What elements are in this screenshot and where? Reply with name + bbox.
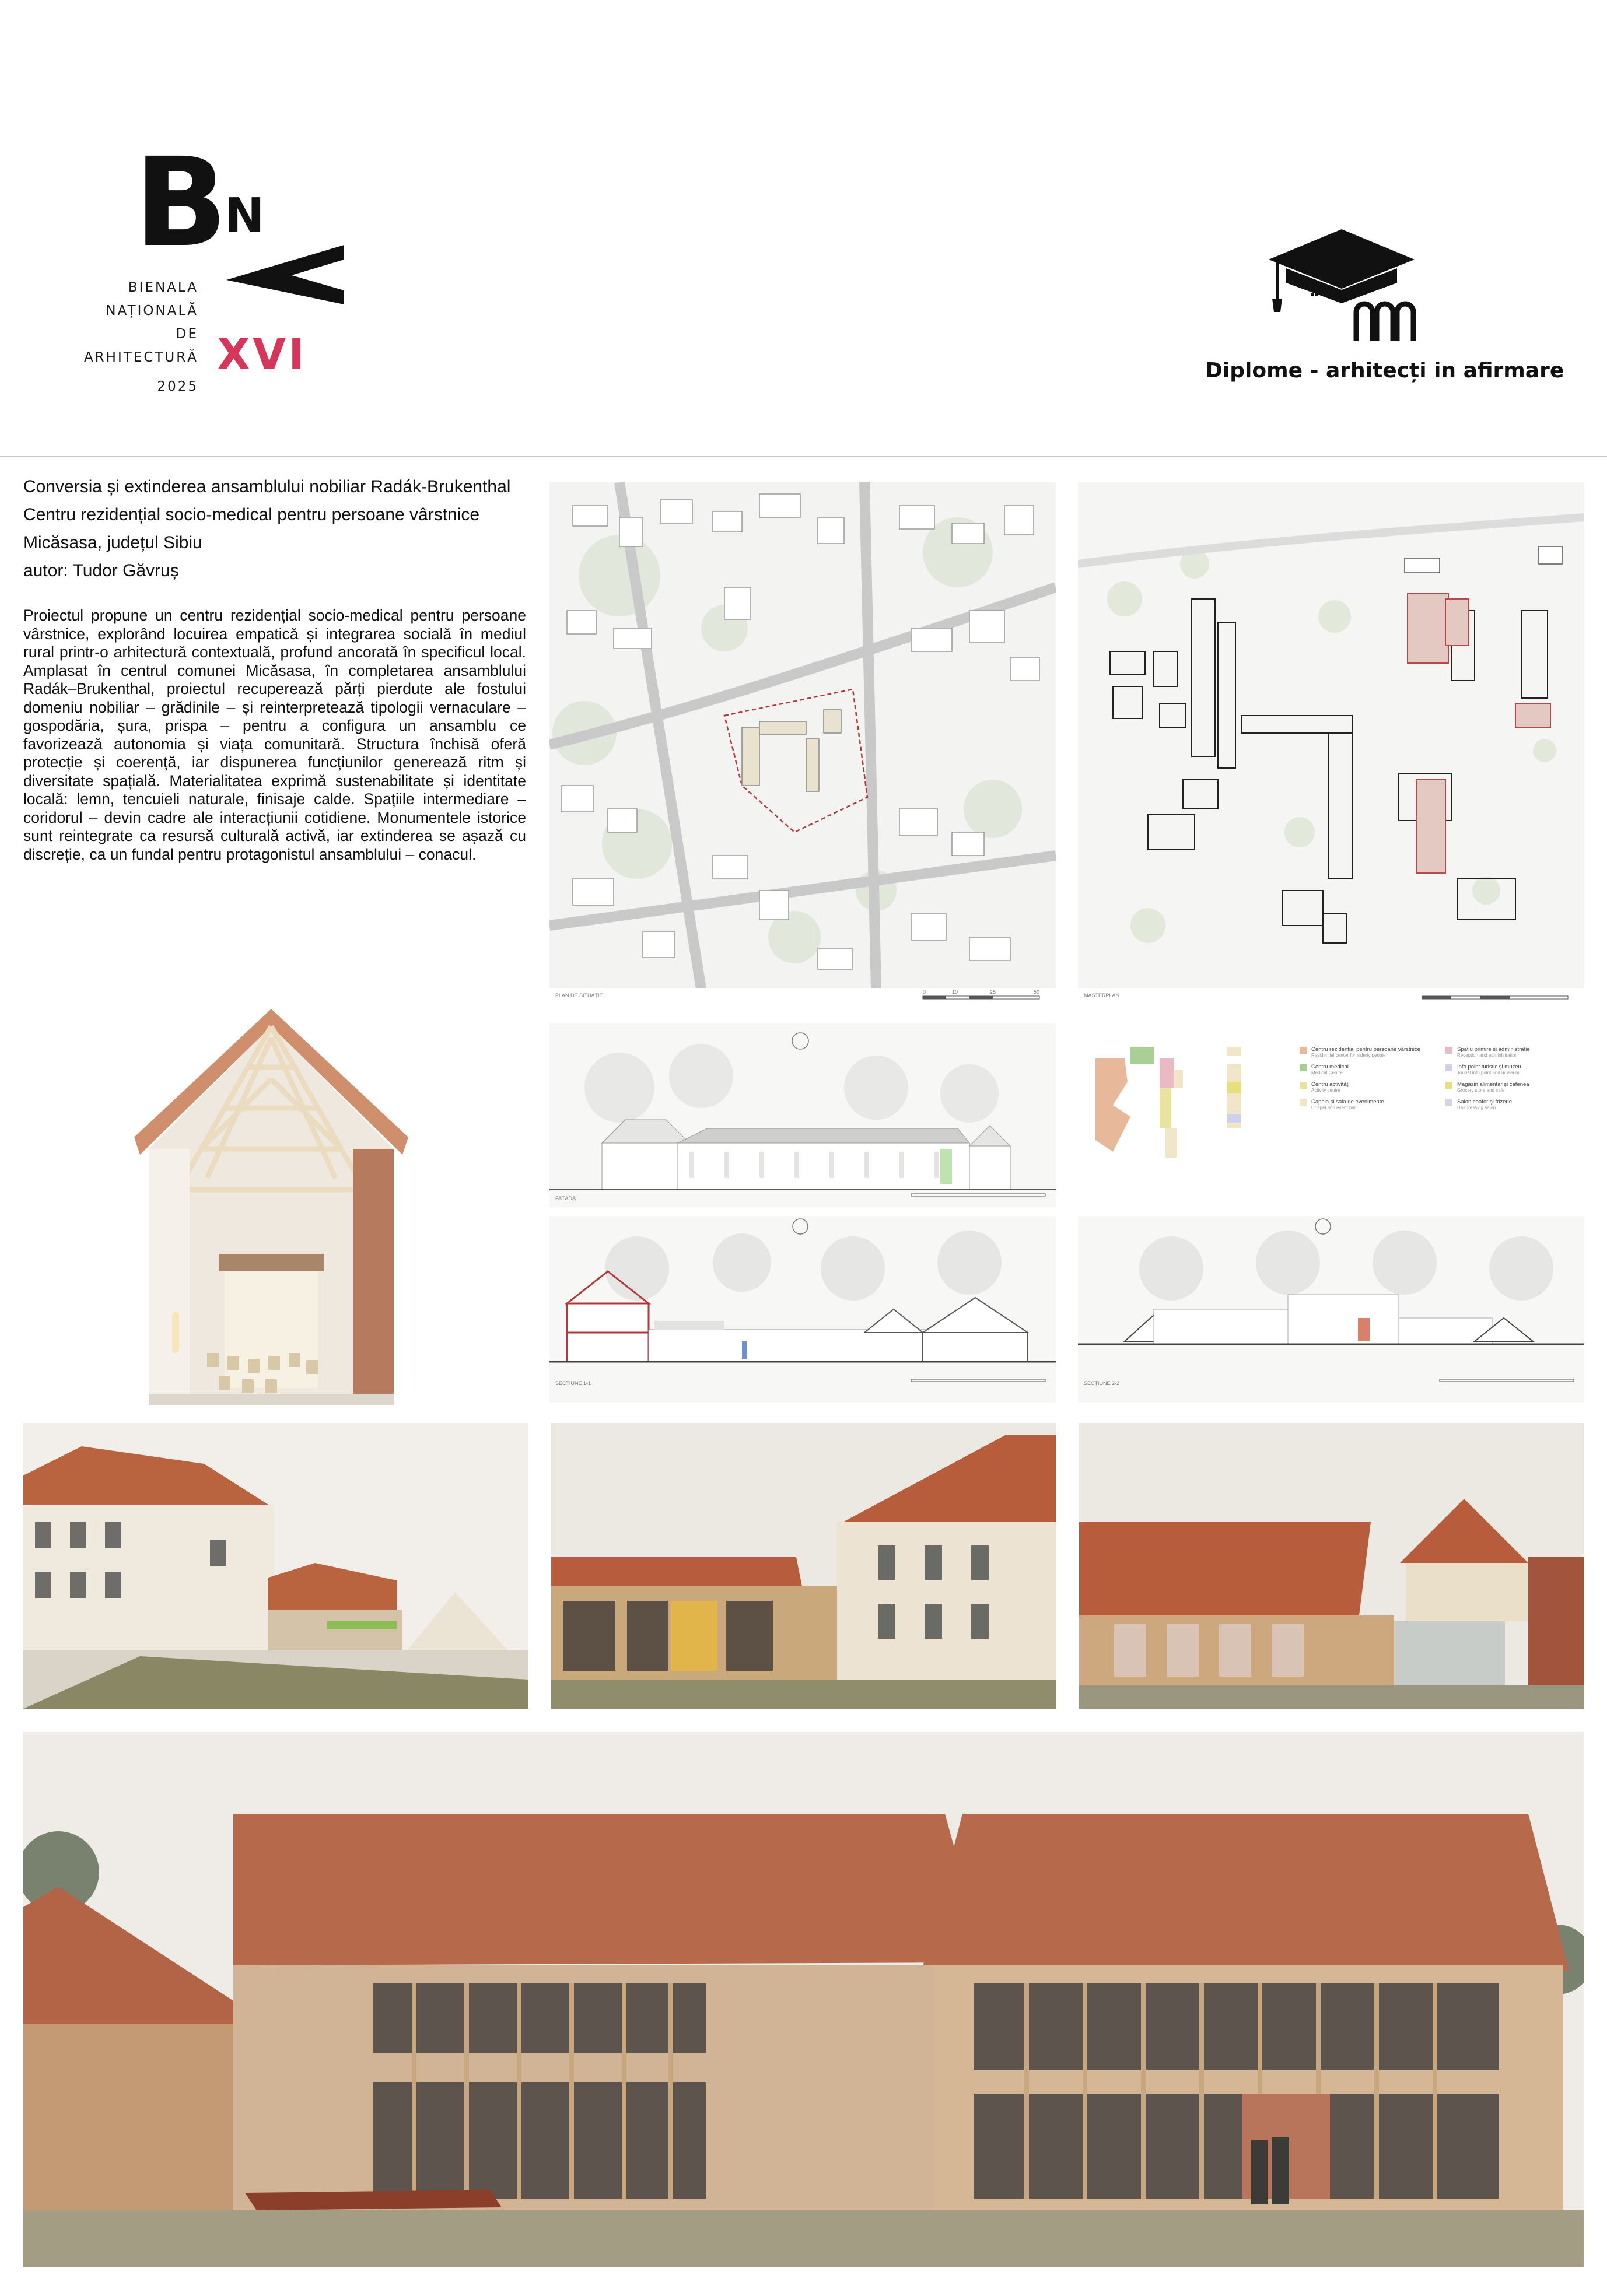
logo-line-1: BIENALA	[128, 280, 198, 295]
svg-text:Tourist info point and museum: Tourist info point and museum	[1457, 1070, 1520, 1075]
edition-badge: XVI	[217, 329, 307, 380]
svg-text:Chapel and event hall: Chapel and event hall	[1311, 1105, 1357, 1110]
legend-item: Info point turistic și muzeu	[1457, 1064, 1521, 1070]
masterplan-drawing	[1078, 482, 1584, 988]
section-1-label: SECȚIUNE 1-1	[555, 1380, 591, 1386]
svg-text:Grocery store and cafe: Grocery store and cafe	[1457, 1088, 1505, 1093]
diagram-blocks	[1095, 1047, 1241, 1158]
legend-item: Centru medical	[1311, 1064, 1349, 1070]
section-2-label: SECȚIUNE 2-2	[1084, 1380, 1120, 1386]
svg-text:Medical Centre: Medical Centre	[1311, 1070, 1343, 1075]
svg-text:Residential center for elderly: Residential center for elderly people	[1311, 1053, 1386, 1058]
legend-item: Magazin alimentar și cafenea	[1457, 1081, 1529, 1088]
logo-line-2: NAȚIONALĂ	[106, 303, 198, 318]
svg-text:Activity centre: Activity centre	[1311, 1088, 1340, 1093]
elevation-drawing	[549, 1023, 1056, 1207]
project-location: Micăsasa, județul Sibiu	[23, 533, 202, 552]
render-gallery-courtyard	[1079, 1423, 1584, 1709]
render-gallery-manor	[551, 1423, 1056, 1709]
project-title: Conversia și extinderea ansamblului nobiliar Radák-Brukenthal	[23, 477, 511, 496]
svg-text:25: 25	[990, 990, 996, 995]
site-plan-label: PLAN DE SITUAȚIE	[555, 993, 603, 998]
diploma-label: Diplome - arhitecți in afirmare	[1205, 359, 1564, 383]
function-legend	[1300, 1046, 1530, 1110]
legend-item: Centru activități	[1311, 1081, 1350, 1088]
section-perspective-render	[131, 1003, 411, 1405]
logo-line-4: ARHITECTURĂ	[83, 350, 198, 365]
legend-item: Salon coafor și frizerie	[1457, 1099, 1512, 1105]
svg-text:Hairdressing salon: Hairdressing salon	[1457, 1105, 1496, 1110]
legend-item: Spațiu primire și administrație	[1457, 1046, 1530, 1053]
project-description: Proiectul propune un centru rezidențial socio-medical pentru persoane vârstnice, explorând locuirea empatică și integrarea socială în mediul rural printr-o arhitectură contextuală, profund ancorată în specificul local. Amplasat în centrul comunei Micăsasa, în completarea ansamblului Radák–Brukenthal, proiectul recuperează părți pierdute ale fostului domeniu nobiliar – grădinile – și reinterpretează tipologii vernaculare – gospodăria, șura, prispa – pentru a configura un ansamblu ce favorizează autonomia și viața comunitară. Structura închisă oferă protecție și coerență, iar dispunerea funcțiunilor generează ritm și diversitate spațială. Materialitatea exprimă sustenabilitate și identitate locală: lemn, tencuieli naturale, finisaje calde. Spațiile intermediare – coridorul – devin cadre ale interacțiunii cotidiene. Monumentele istorice sunt reintegrate ca resursă culturală activă, iar extinderea se așază cu discreție, ca un fundal pentru protagonistul ansamblului – conacul.	[23, 607, 526, 863]
svg-text:0: 0	[923, 990, 926, 995]
graduation-cap-icon	[1263, 225, 1420, 347]
render-main-facade	[23, 1732, 1584, 2267]
logo-letter-n: N	[225, 188, 265, 244]
site-plan-caption	[549, 990, 1056, 1014]
section-2-drawing	[1078, 1216, 1584, 1403]
site-plan-drawing	[549, 482, 1056, 988]
function-diagram	[1078, 1023, 1584, 1207]
logo-letter-b: B	[134, 134, 228, 274]
project-subtitle: Centru rezidențial socio-medical pentru persoane vârstnice	[23, 505, 480, 524]
logo-line-5: 2025	[157, 379, 198, 394]
header-divider	[0, 456, 1607, 457]
project-author: autor: Tudor Găvruș	[23, 561, 179, 580]
masterplan-label: MASTERPLAN	[1084, 993, 1120, 998]
elevation-label: FAȚADĂ	[555, 1196, 576, 1201]
section-1-drawing	[549, 1216, 1056, 1403]
legend-item: Centru rezidențial pentru persoane vârstnice	[1311, 1046, 1420, 1053]
svg-text:Reception and administration: Reception and administration	[1457, 1053, 1518, 1058]
svg-text:50: 50	[1034, 990, 1040, 995]
render-courtyard-manor	[23, 1423, 528, 1709]
masterplan-caption	[1078, 990, 1584, 1014]
svg-text:10: 10	[952, 990, 958, 995]
legend-item: Capela și sala de evenimente	[1311, 1099, 1384, 1105]
logo-letter-a-shape	[226, 245, 344, 304]
logo-line-3: DE	[176, 327, 198, 342]
